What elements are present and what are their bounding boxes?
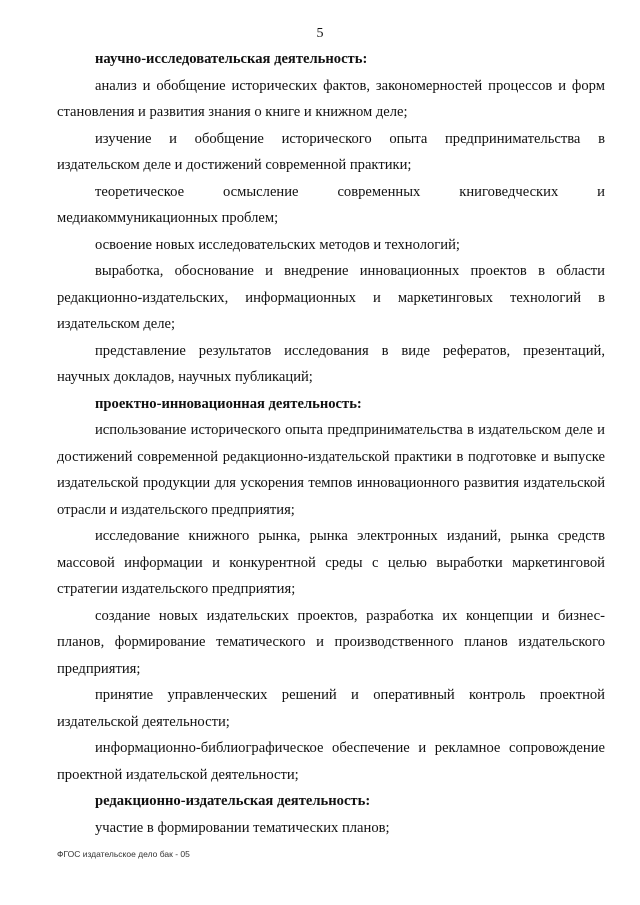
list-item: освоение новых исследовательских методов и технологий;	[95, 236, 460, 253]
list-item: принятие управленческих решений и оперативный контроль проектной издательской деятельности;	[57, 687, 605, 730]
section-heading: проектно-инновационная деятельность:	[95, 395, 362, 412]
section-research	[57, 46, 605, 391]
list-item: выработка, обоснование и внедрение инновационных проектов в области редакционно-издательских, информационных и маркетинговых технологий в издательском деле;	[57, 263, 605, 332]
section-heading: редакционно-издательская деятельность:	[95, 793, 371, 809]
list-item: информационно-библиографическое обеспечение и рекламное сопровождение проектной издательской деятельности;	[57, 740, 605, 783]
list-item: представление результатов исследования в виде рефератов, презентаций, научных докладов, научных публикаций;	[57, 342, 605, 385]
list-item: анализ и обобщение исторических фактов, закономерностей процессов и форм становления и развития знания о книге и книжном деле;	[57, 77, 605, 120]
section-editorial-publishing	[57, 788, 605, 841]
list-item: исследование книжного рынка, рынка электронных изданий, рынка средств массовой информации и конкурентной среды с целью выработки маркетинговой стратегии издательского предприятия;	[57, 528, 605, 597]
page-content	[57, 46, 605, 841]
list-item: изучение и обобщение исторического опыта предпринимательства в издательском деле и достижений современной практики;	[57, 130, 605, 173]
list-item: создание новых издательских проектов, разработка их концепции и бизнес-планов, формирование тематического и производственного планов издательского предприятия;	[57, 607, 605, 677]
list-item: использование исторического опыта предпринимательства в издательском деле и достижений современной редакционно-издательской практики в подготовке и выпуске издательской продукции для ускорения темпов инновационного развития издательской отрасли и издательского предприятия;	[57, 422, 605, 518]
section-heading: научно-исследовательская деятельность:	[95, 51, 368, 67]
page-number: 5	[316, 26, 324, 41]
section-project-innovation	[57, 391, 605, 789]
footer-note: ФГОС издательское дело бак - 05	[57, 849, 190, 859]
list-item: теоретическое осмысление современных книговедческих и медиакоммуникационных проблем;	[57, 183, 605, 226]
list-item: участие в формировании тематических планов;	[95, 819, 390, 836]
